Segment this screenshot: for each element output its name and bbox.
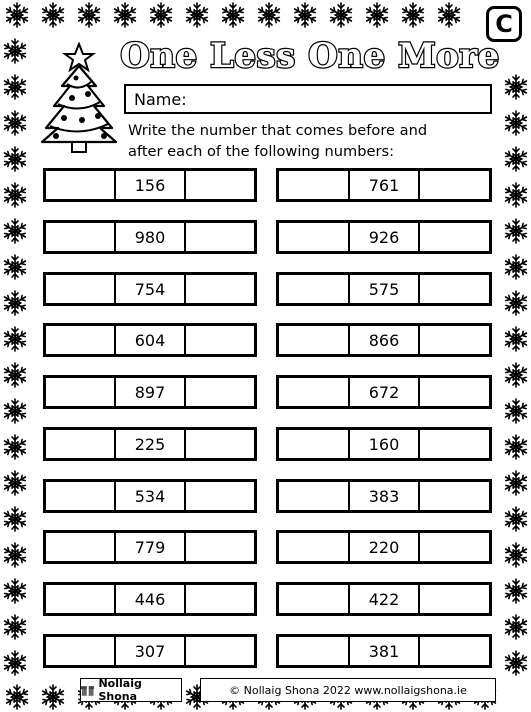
answer-after-box[interactable] [420,533,489,561]
snowflake-icon [436,2,462,28]
given-number: 446 [116,585,186,613]
answer-before-box[interactable] [46,533,116,561]
snowflake-icon [400,2,426,28]
snowflake-icon [256,2,282,28]
answer-after-box[interactable] [420,326,489,354]
number-row [276,634,492,668]
instructions-line-2: after each of the following numbers: [128,143,395,160]
given-number: 926 [350,223,421,251]
answer-before-box[interactable] [279,171,350,199]
snowflake-icon [40,2,66,28]
given-number: 575 [350,275,421,303]
snowflake-icon [503,290,529,316]
answer-before-box[interactable] [279,585,350,613]
snowflake-icon [503,542,529,568]
snowflake-icon [503,146,529,172]
snowflake-icon [2,74,28,100]
answer-before-box[interactable] [279,637,350,665]
number-row [43,375,257,409]
worksheet-letter: C [495,10,513,38]
snowflake-icon [503,254,529,280]
number-row [276,168,492,202]
snowflake-icon [503,506,529,532]
number-row [276,375,492,409]
number-row [43,479,257,513]
answer-before-box[interactable] [279,482,350,510]
snowflake-icon [2,542,28,568]
number-row [276,479,492,513]
snowflake-icon [2,182,28,208]
snowflake-icon [503,434,529,460]
snowflake-icon [503,578,529,604]
given-number: 383 [350,482,421,510]
answer-before-box[interactable] [279,533,350,561]
answer-before-box[interactable] [46,482,116,510]
snowflake-icon [328,2,354,28]
given-number: 534 [116,482,186,510]
answer-after-box[interactable] [186,482,254,510]
given-number: 761 [350,171,421,199]
instructions-line-1: Write the number that comes before and [128,122,428,139]
number-row [43,220,257,254]
snowflake-icon [2,614,28,640]
answer-before-box[interactable] [46,430,116,458]
answer-after-box[interactable] [186,430,254,458]
snowflake-icon [2,290,28,316]
answer-before-box[interactable] [46,326,116,354]
number-row [43,582,257,616]
number-row [43,272,257,306]
answer-after-box[interactable] [420,275,489,303]
answer-before-box[interactable] [279,275,350,303]
answer-after-box[interactable] [420,171,489,199]
answer-after-box[interactable] [186,223,254,251]
answer-before-box[interactable] [46,223,116,251]
answer-after-box[interactable] [186,585,254,613]
answer-before-box[interactable] [46,637,116,665]
given-number: 156 [116,171,186,199]
snowflake-icon [2,434,28,460]
answer-after-box[interactable] [420,585,489,613]
given-number: 422 [350,585,421,613]
snowflake-icon [503,326,529,352]
answer-before-box[interactable] [46,171,116,199]
snowflake-icon [4,2,30,28]
given-number: 672 [350,378,421,406]
given-number: 220 [350,533,421,561]
snowflake-icon [2,506,28,532]
given-number: 604 [116,326,186,354]
snowflake-icon [2,470,28,496]
snowflake-icon [503,614,529,640]
snowflake-icon [112,2,138,28]
number-row [276,427,492,461]
snowflake-icon [2,326,28,352]
worksheet-title [120,34,500,78]
snowflake-icon [2,110,28,136]
given-number: 307 [116,637,186,665]
given-number: 754 [116,275,186,303]
footer-copyright [200,678,496,702]
snowflake-icon [364,2,390,28]
snowflake-icon [2,650,28,676]
given-number: 160 [350,430,421,458]
answer-after-box[interactable] [186,326,254,354]
gift-icon [81,683,94,697]
answer-after-box[interactable] [186,275,254,303]
given-number: 779 [116,533,186,561]
number-row [276,220,492,254]
given-number: 897 [116,378,186,406]
given-number: 980 [116,223,186,251]
snowflake-icon [148,2,174,28]
snowflake-icon [2,146,28,172]
snowflake-icon [76,2,102,28]
snowflake-icon [503,182,529,208]
copyright-text: © Nollaig Shona 2022 www.nollaigshona.ie [229,683,467,697]
answer-after-box[interactable] [420,223,489,251]
snowflake-icon [184,2,210,28]
number-row [276,272,492,306]
snowflake-icon [503,470,529,496]
snowflake-icon [292,2,318,28]
snowflake-icon [40,684,66,710]
answer-before-box[interactable] [279,378,350,406]
brand-name: Nollaig Shona [98,677,142,703]
given-number: 381 [350,637,421,665]
title-text: One Less One More [120,36,500,76]
snowflake-icon [503,74,529,100]
christmas-tree-icon [34,42,124,154]
given-number: 225 [116,430,186,458]
answer-before-box[interactable] [46,275,116,303]
answer-before-box[interactable] [279,223,350,251]
answer-before-box[interactable] [46,378,116,406]
answer-after-box[interactable] [186,171,254,199]
answer-after-box[interactable] [420,482,489,510]
answer-after-box[interactable] [186,533,254,561]
snowflake-icon [503,650,529,676]
answer-after-box[interactable] [420,430,489,458]
snowflake-icon [503,398,529,424]
number-row [43,323,257,357]
snowflake-icon [2,254,28,280]
snowflake-icon [2,362,28,388]
number-row [43,427,257,461]
number-row [276,323,492,357]
snowflake-icon [503,218,529,244]
snowflake-icon [2,578,28,604]
name-label: Name: [134,89,187,109]
answer-before-box[interactable] [279,326,350,354]
answer-after-box[interactable] [420,378,489,406]
name-field[interactable] [124,84,492,114]
number-row [43,634,257,668]
snowflake-icon [503,362,529,388]
snowflake-icon [220,2,246,28]
answer-after-box[interactable] [186,637,254,665]
number-row [43,168,257,202]
snowflake-icon [2,398,28,424]
answer-before-box[interactable] [46,585,116,613]
instructions [128,120,488,162]
answer-after-box[interactable] [420,637,489,665]
given-number: 866 [350,326,421,354]
answer-before-box[interactable] [279,430,350,458]
answer-after-box[interactable] [186,378,254,406]
snowflake-icon [2,38,28,64]
number-row [276,582,492,616]
footer-brand [80,678,182,702]
snowflake-icon [4,684,30,710]
snowflake-icon [503,110,529,136]
number-row [43,530,257,564]
number-row [276,530,492,564]
snowflake-icon [2,218,28,244]
